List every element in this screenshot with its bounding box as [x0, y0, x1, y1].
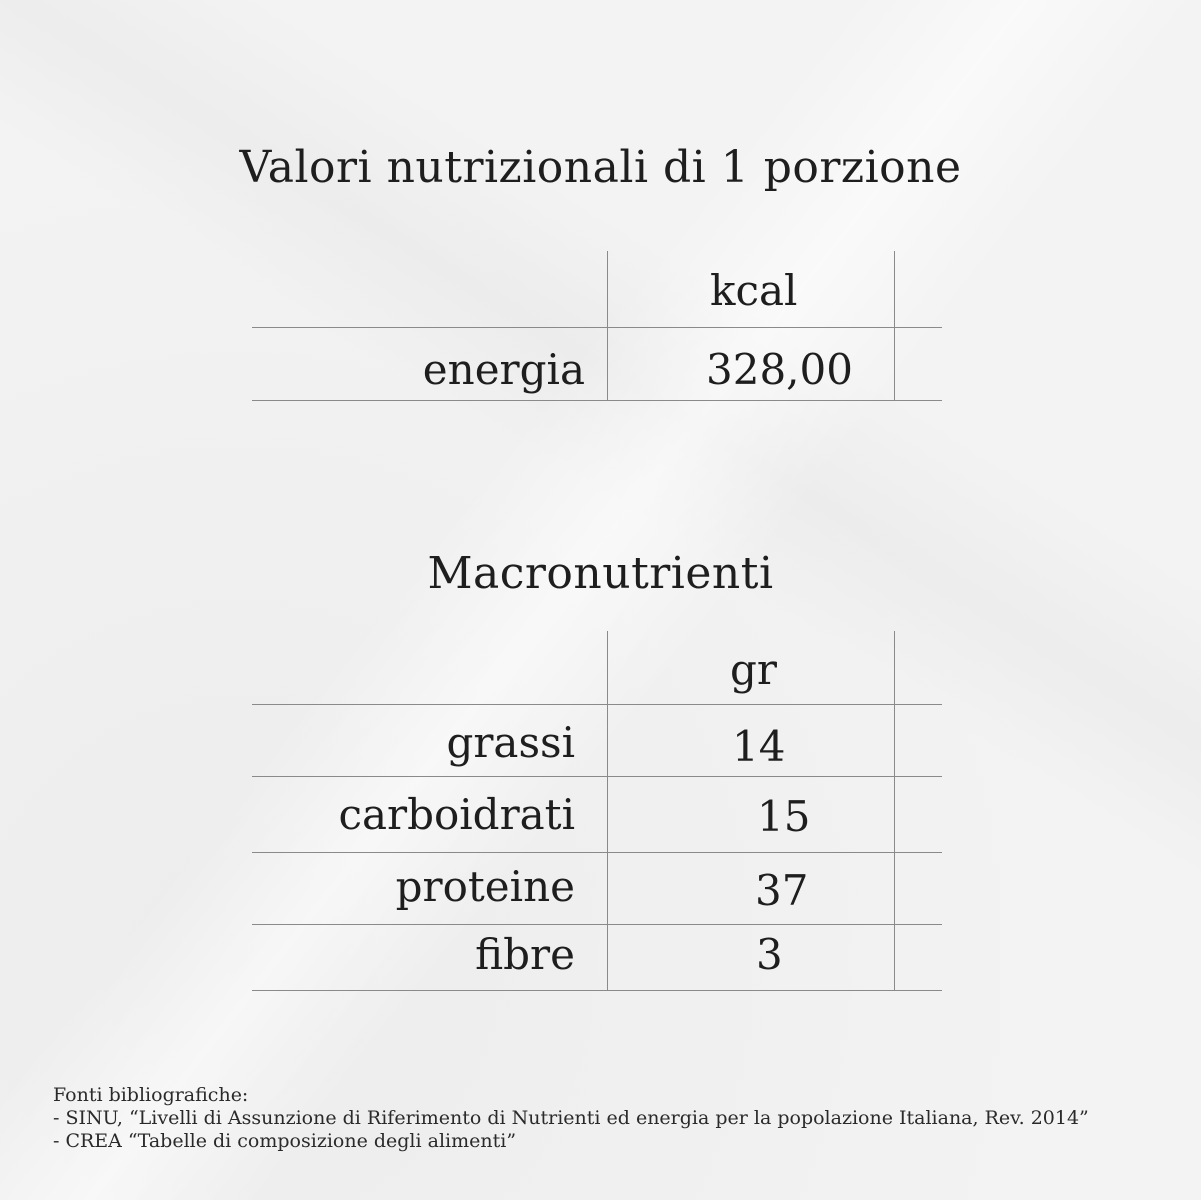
energy-table-right-edge	[894, 251, 895, 401]
energy-table-bottom-rule	[252, 400, 942, 401]
macro-row-label-carboidrati: carboidrati	[338, 790, 575, 839]
macro-row-value-carboidrati: 15	[757, 792, 811, 841]
energy-unit-header: kcal	[710, 266, 798, 315]
macro-table-col-divider	[607, 631, 608, 991]
sources-line-crea: - CREA “Tabelle di composizione degli alimenti”	[53, 1130, 517, 1152]
macro-table-bottom-rule	[252, 990, 942, 991]
macro-row-label-grassi: grassi	[446, 718, 575, 767]
macro-row-label-fibre: fibre	[475, 930, 575, 979]
sources-line-sinu: - SINU, “Livelli di Assunzione di Riferimento di Nutrienti ed energia per la popolazione Italiana, Rev. 2014”	[53, 1107, 1089, 1129]
macro-table-row-rule	[252, 852, 942, 853]
macro-table-right-edge	[894, 631, 895, 991]
macro-row-value-fibre: 3	[756, 930, 783, 979]
macro-table-row-rule	[252, 776, 942, 777]
macro-row-value-proteine: 37	[755, 866, 809, 915]
energy-table-header-rule	[252, 327, 942, 328]
sources-block	[53, 1084, 1089, 1153]
macro-unit-header: gr	[730, 645, 777, 694]
sources-heading: Fonti bibliografiche:	[53, 1084, 249, 1106]
macro-table-title: Macronutrienti	[427, 548, 774, 599]
macro-row-label-proteine: proteine	[395, 862, 575, 911]
energy-row-value: 328,00	[706, 345, 853, 394]
energy-row-label: energia	[422, 345, 585, 394]
macro-table-row-rule	[252, 924, 942, 925]
macro-row-value-grassi: 14	[732, 722, 786, 771]
macro-table-header-rule	[252, 704, 942, 705]
energy-table-title: Valori nutrizionali di 1 porzione	[239, 142, 962, 193]
energy-table-col-divider	[607, 251, 608, 401]
